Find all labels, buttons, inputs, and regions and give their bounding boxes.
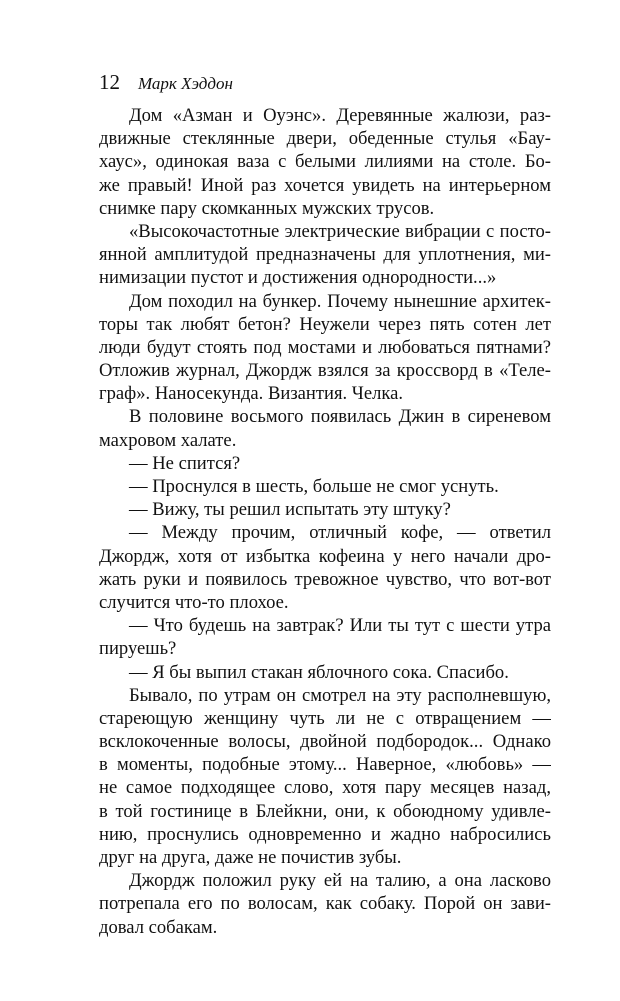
text-line: всклокоченные волосы, двойной подбородок... Однако xyxy=(99,731,551,753)
text-line: в той гостинице в Блейкни, они, к обоюдному удивле- xyxy=(99,800,551,822)
text-line: люди будут стоять под мостами и любоваться пятнами? xyxy=(99,336,551,358)
text-line: потрепала его по волосам, как собаку. Порой он зави- xyxy=(99,893,551,915)
text-line: нию, проснулись одновременно и жадно набросились xyxy=(99,823,551,845)
text-line: Дом «Азман и Оуэнс». Деревянные жалюзи, раз- xyxy=(129,105,551,126)
page-number: 12 xyxy=(99,70,120,94)
text-line: — Между прочим, отличный кофе, — ответил xyxy=(129,522,551,544)
running-head xyxy=(99,70,233,96)
text-line: нимизации пустот и достижения однородности...» xyxy=(99,267,497,289)
text-line: — Вижу, ты решил испытать эту штуку? xyxy=(129,499,451,521)
text-line: друг на друга, даже не почистив зубы. xyxy=(99,847,402,868)
text-line: В половине восьмого появилась Джин в сиреневом xyxy=(129,406,551,428)
text-line: довал собакам. xyxy=(99,916,218,938)
text-line: «Высокочастотные электрические вибрации с посто- xyxy=(129,220,551,242)
text-line: не самое подходящее слово, хотя пару месяцев назад, xyxy=(99,777,551,799)
text-line: Джордж, хотя от избытка кофеина у него начали дро- xyxy=(99,545,551,567)
text-line: — Я бы выпил стакан яблочного сока. Спасибо. xyxy=(129,661,509,683)
text-line: торы так любят бетон? Неужели через пять сотен лет xyxy=(99,313,551,335)
text-line: янной амплитудой предназначены для уплотнения, ми- xyxy=(99,244,551,266)
text-line: — Проснулся в шесть, больше не смог уснуть. xyxy=(129,476,499,497)
text-line: случится что-то плохое. xyxy=(99,591,289,613)
text-line: — Не спится? xyxy=(129,452,241,474)
text-line: Дом походил на бункер. Почему нынешние архитек- xyxy=(129,290,551,312)
author-name: Марк Хэддон xyxy=(138,74,233,93)
text-line: же правый! Иной раз хочется увидеть на интерьерном xyxy=(99,174,551,196)
text-line: хаус», одинокая ваза с белыми лилиями на столе. Бо- xyxy=(99,151,551,173)
text-line: движные стеклянные двери, обеденные стулья «Бау- xyxy=(99,128,551,150)
text-line: стареющую женщину чуть ли не с отвращением — xyxy=(99,707,551,729)
text-line: Бывало, по утрам он смотрел на эту располневшую, xyxy=(129,684,551,706)
text-line: Отложив журнал, Джордж взялся за кроссворд в «Теле- xyxy=(99,360,551,382)
text-line: махровом халате. xyxy=(99,429,237,451)
text-line: Джордж положил руку ей на талию, а она ласково xyxy=(129,870,551,892)
text-line: граф». Наносекунда. Византия. Челка. xyxy=(99,383,404,405)
body-text xyxy=(99,104,551,939)
text-line: жать руки и появилось тревожное чувство, что вот-вот xyxy=(99,568,551,590)
text-line: — Что будешь на завтрак? Или ты тут с шести утра xyxy=(129,615,551,637)
text-line: пируешь? xyxy=(99,638,177,660)
text-line: в моменты, подобные этому... Наверное, «любовь» — xyxy=(99,754,551,776)
text-line: снимке пару скомканных мужских трусов. xyxy=(99,197,435,219)
